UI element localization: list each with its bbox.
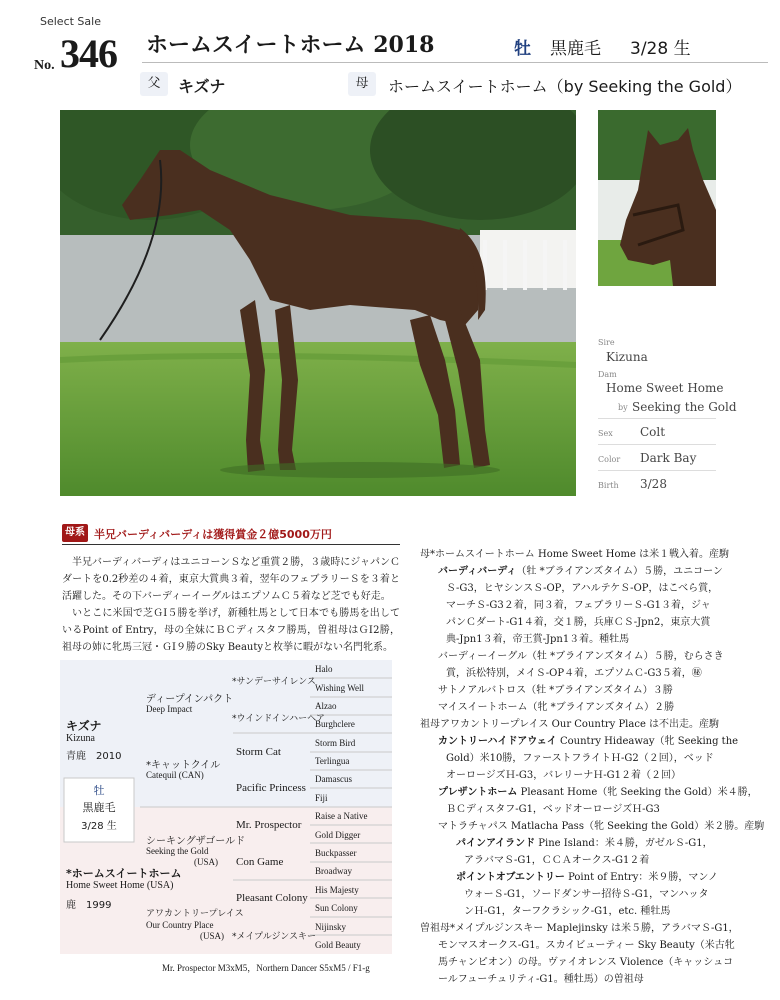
family-line-text: ＢＣディスタフ-G1，ベッドオーロージズＨ-G3 bbox=[446, 804, 660, 815]
family-line bbox=[420, 852, 720, 869]
family-line bbox=[420, 971, 720, 988]
foal-head-illustration bbox=[598, 110, 716, 286]
birth-heading: 3/28 生 bbox=[630, 39, 691, 59]
family-line-text: Country Hideaway（牝 Seeking the bbox=[556, 736, 739, 747]
ped-subject-color: 黒鹿毛 bbox=[82, 801, 116, 814]
ped-gen2-name: ディープインパクト bbox=[146, 694, 234, 705]
family-line-text: 賞，浜松特別，メイＳ-OP４着，エプソムＣ-G3５着，㊙ bbox=[446, 668, 702, 679]
family-line bbox=[420, 818, 765, 835]
dam-name: ホームスイートホーム（by Seeking the Gold） bbox=[388, 77, 742, 96]
family-line bbox=[420, 614, 720, 631]
family-line-highlight: プレザントホーム bbox=[438, 787, 518, 798]
family-line bbox=[420, 648, 724, 665]
ped-gen4: Fiji bbox=[315, 793, 328, 803]
sale-label: Select Sale bbox=[40, 15, 101, 28]
family-line-text: アラバマＳ-G1，ＣＣＡオークス-G1２着 bbox=[464, 855, 650, 866]
info-birth-label: Birth bbox=[598, 481, 619, 490]
family-line-highlight: バーディバーディ bbox=[438, 566, 517, 577]
info-divider bbox=[598, 470, 716, 471]
info-birth: 3/28 bbox=[640, 477, 667, 491]
ped-gen4: Buckpasser bbox=[315, 848, 357, 858]
family-line bbox=[420, 903, 720, 920]
ped-gen2-en: Our Country Place bbox=[146, 920, 214, 930]
family-line bbox=[420, 546, 730, 563]
family-line bbox=[420, 750, 720, 767]
family-line-text: モンマスオークス-G1。スカイビューティー Sky Beauty（米古牝 bbox=[438, 940, 735, 951]
intro-text bbox=[62, 554, 400, 656]
ped-gen3: *サンデーサイレンス bbox=[232, 677, 316, 687]
ped-gen4: Broadway bbox=[315, 866, 352, 876]
family-line bbox=[420, 869, 720, 886]
family-line-text: パンＣダート-G1４着，交１勝，兵庫ＣＳ-Jpn2，東京大賞 bbox=[446, 617, 711, 628]
sire-tag: 父 bbox=[140, 72, 168, 96]
ped-sire-en: Kizuna bbox=[66, 733, 95, 744]
info-color-label: Color bbox=[598, 455, 621, 464]
head-photo bbox=[598, 110, 716, 286]
ped-gen2-name: シーキングザゴールド bbox=[146, 836, 246, 847]
color-heading: 黒鹿毛 bbox=[550, 39, 601, 59]
family-line-highlight: ポイントオブエントリー bbox=[456, 872, 565, 883]
family-record bbox=[420, 546, 765, 988]
family-line bbox=[420, 580, 720, 597]
ped-gen2-name: アワカントリープレイス bbox=[146, 909, 244, 919]
info-divider bbox=[598, 444, 716, 445]
info-dam-label: Dam bbox=[598, 370, 617, 379]
ped-gen4: Halo bbox=[315, 664, 333, 674]
header-divider bbox=[142, 62, 768, 63]
info-sex: Colt bbox=[640, 425, 666, 439]
ped-gen4: Wishing Well bbox=[315, 683, 364, 693]
family-line bbox=[420, 784, 758, 801]
ped-gen3: Pacific Princess bbox=[236, 782, 306, 794]
headline-divider bbox=[62, 544, 400, 545]
family-line bbox=[420, 801, 720, 818]
family-line bbox=[420, 631, 720, 648]
ped-gen2-en: Seeking the Gold bbox=[146, 846, 209, 856]
family-line-text: バーディーイーグル（牡 *ブライアンズタイム）５勝，むらさき bbox=[438, 651, 724, 662]
info-sire: Kizuna bbox=[606, 350, 648, 364]
family-line bbox=[420, 767, 720, 784]
family-line bbox=[420, 937, 735, 954]
info-divider bbox=[598, 418, 716, 419]
family-line bbox=[420, 682, 720, 699]
ped-gen4: Nijinsky bbox=[315, 922, 347, 932]
lot-number: 346 bbox=[60, 31, 117, 76]
ped-gen4: His Majesty bbox=[315, 885, 359, 895]
info-color: Dark Bay bbox=[640, 451, 697, 465]
main-photo bbox=[60, 110, 576, 496]
horse-name: ホームスイートホーム 2018 bbox=[146, 32, 435, 58]
ped-gen3: Storm Cat bbox=[236, 746, 281, 758]
family-line-text: Gold）米10勝，ファーストフライトＨ-G2（２回），ベッド bbox=[446, 753, 714, 764]
ped-sire-meta: 青鹿 2010 bbox=[66, 751, 122, 762]
family-line bbox=[420, 920, 739, 937]
family-line-text: マイスイートホーム（牝 *ブライアンズタイム）２勝 bbox=[438, 702, 675, 713]
family-line-highlight: パインアイランド bbox=[456, 838, 536, 849]
family-line-text: マーチＳ-G3２着，同３着，フェブラリーＳ-G1３着，ジャ bbox=[446, 600, 711, 611]
family-line-text: ウォーＳ-G1，ソードダンサー招待Ｓ-G1，マンハッタ bbox=[464, 889, 709, 900]
ped-gen4: Gold Beauty bbox=[315, 940, 361, 950]
family-line bbox=[420, 563, 723, 580]
family-line-text: 祖母アワカントリープレイス Our Country Place は不出走。産駒 bbox=[420, 719, 720, 730]
ped-gen3: Pleasant Colony bbox=[236, 892, 308, 904]
ped-gen4: Storm Bird bbox=[315, 738, 356, 748]
family-line-text: Pine Island：米４勝，ガゼルＳ-G1， bbox=[535, 838, 713, 849]
family-line-text: ンＨ-G1，ターフクラシック-G1，etc. 種牡馬 bbox=[464, 906, 671, 917]
info-sex-label: Sex bbox=[598, 429, 613, 438]
info-sire-label: Sire bbox=[598, 338, 615, 347]
intro-paragraph: いとこに米国で芝ＧⅠ５勝を挙げ，新種牡馬として日本でも勝馬を出しているPoint of Entry，母の全妹にＢＣディスタフ勝馬，曽祖母はＧⅠ2勝，祖母の姉に牝馬三冠・ＧⅠ９勝のSky Beautyと枚挙に暇がない名門牝系。 bbox=[62, 608, 400, 653]
ped-dam-meta: 鹿 1999 bbox=[66, 900, 112, 911]
ped-gen2-name: *キャットクイル bbox=[146, 760, 221, 771]
family-line bbox=[420, 835, 720, 852]
family-line-text: 母*ホームスイートホーム Home Sweet Home は米１戦入着。産駒 bbox=[420, 549, 730, 560]
sire-name: キズナ bbox=[178, 77, 226, 96]
family-line-text: 典-Jpn1３着，帝王賞-Jpn1３着。種牡馬 bbox=[446, 634, 630, 645]
family-line bbox=[420, 665, 720, 682]
family-line-text: Ｓ-G3，ヒヤシンスＳ-OP，アハルテケＳ-OP，はこべら賞， bbox=[446, 583, 719, 594]
family-line bbox=[420, 954, 734, 971]
ped-gen4: Sun Colony bbox=[315, 903, 358, 913]
family-line-text: 曽祖母*メイプルジンスキー Maplejinsky は米５勝，アラバマＳ-G1， bbox=[420, 923, 739, 934]
ped-dam-en: Home Sweet Home (USA) bbox=[66, 880, 174, 891]
family-line-text: Point of Entry：米９勝，マンノ bbox=[564, 872, 718, 883]
ped-gen2-sub: (USA) bbox=[194, 857, 218, 867]
family-line-highlight: カントリーハイドアウェイ bbox=[438, 736, 557, 747]
family-line-text: オーロージズＨ-G3，バレリーナＨ-G1２着（２回） bbox=[446, 770, 681, 781]
ped-subject-sex: 牡 bbox=[93, 784, 105, 797]
ped-gen2-en: Catequil (CAN) bbox=[146, 770, 204, 780]
ped-gen3: *ウインドインハーヘア bbox=[232, 714, 325, 724]
family-line bbox=[420, 733, 739, 750]
ped-gen4: Raise a Native bbox=[315, 811, 368, 821]
ped-gen3: Mr. Prospector bbox=[236, 819, 302, 831]
lot-prefix: No. bbox=[34, 58, 55, 73]
ped-sire-jp: キズナ bbox=[66, 719, 102, 733]
family-line bbox=[420, 699, 720, 716]
ped-gen4: Terlingua bbox=[315, 756, 350, 766]
dam-tag: 母 bbox=[348, 72, 376, 96]
ped-gen2-en: Deep Impact bbox=[146, 704, 193, 714]
ped-gen3: *メイプルジンスキー bbox=[232, 932, 316, 942]
family-line-text: Pleasant Home（牝 Seeking the Gold）米４勝， bbox=[517, 787, 758, 798]
family-line-text: ールフューチュリティ-G1。種牡馬）の曽祖母 bbox=[438, 974, 644, 985]
family-line bbox=[420, 716, 720, 733]
family-headline: 半兄バーディバーディは獲得賞金２億5000万円 bbox=[94, 528, 332, 541]
ped-gen3: Con Game bbox=[236, 856, 284, 868]
foal-photo-illustration bbox=[60, 110, 576, 496]
ped-gen4: Damascus bbox=[315, 774, 352, 784]
info-dam-sire: Seeking the Gold bbox=[632, 400, 737, 414]
family-line-text: マトラチャパス Matlacha Pass（牝 Seeking the Gold）米２勝。産駒 bbox=[438, 821, 765, 832]
info-by-label: by bbox=[618, 403, 628, 412]
ped-subject-birth: 3/28 生 bbox=[81, 821, 117, 832]
family-line-text: 馬チャンピオン）の母。ヴァイオレンス Violence（キャッシュコ bbox=[438, 957, 734, 968]
intro-paragraph: 半兄バーディバーディはユニコーンＳなど重賞２勝，３歳時にジャパンＣダートを0.2秒差の４着，東京大賞典３着，翌年のフェブラリーＳを３着と活躍した。その下バーディーイーグルはエプソムＣ５着など芝でも好走。 bbox=[62, 557, 400, 602]
ped-gen4: Burghclere bbox=[315, 719, 355, 729]
ped-dam-jp: *ホームスイートホーム bbox=[66, 867, 182, 880]
ped-gen4: Gold Digger bbox=[315, 830, 361, 840]
ped-gen4: Alzao bbox=[315, 701, 337, 711]
family-line bbox=[420, 597, 720, 614]
family-line-text: （牡 *ブライアンズタイム）５勝，ユニコーン bbox=[516, 566, 723, 577]
family-line bbox=[420, 886, 720, 903]
family-badge: 母系 bbox=[62, 524, 88, 542]
ped-gen2-sub: (USA) bbox=[200, 931, 224, 941]
pedigree-footnote: Mr. Prospector M3xM5，Northern Dancer S5xM5 / F1-g bbox=[162, 963, 370, 973]
sex-heading: 牡 bbox=[514, 39, 531, 59]
info-dam: Home Sweet Home bbox=[606, 381, 724, 395]
family-line-text: サトノアルバトロス（牡 *ブライアンズタイム）３勝 bbox=[438, 685, 673, 696]
